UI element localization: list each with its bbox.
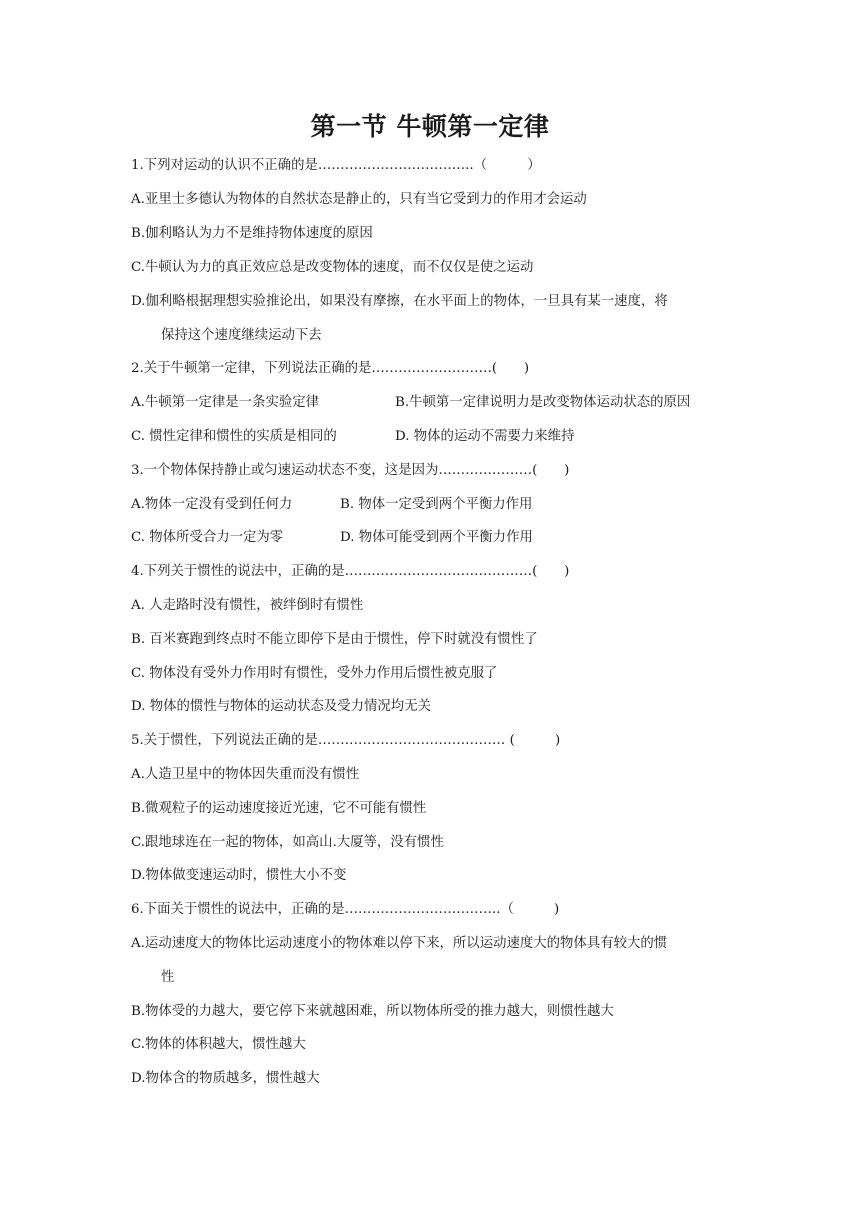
question-2-option-d: D. 物体的运动不需要力来维持 [395, 429, 575, 444]
question-3-stem: 3.一个物体保持静止或匀速运动状态不变，这是因为…………………( ) [131, 463, 570, 478]
question-3-option-c: C. 物体所受合力一定为零 [131, 530, 284, 545]
question-2-option-c: C. 惯性定律和惯性的实质是相同的 [131, 429, 337, 444]
question-3-option-d: D. 物体可能受到两个平衡力作用 [340, 530, 533, 545]
question-2-option-b: B.牛顿第一定律说明力是改变物体运动状态的原因 [395, 395, 691, 410]
question-6-option-c: C.物体的体积越大，惯性越大 [131, 1037, 306, 1052]
question-5-option-d: D.物体做变速运动时，惯性大小不变 [131, 868, 347, 883]
question-5-option-b: B.微观粒子的运动速度接近光速，它不可能有惯性 [131, 801, 427, 816]
question-1-option-d-continued: 保持这个速度继续运动下去 [161, 328, 322, 343]
question-5-stem: 5.关于惯性，下列说法正确的是…………………………………… ( ) [131, 733, 561, 748]
question-6-option-a: A.运动速度大的物体比运动速度小的物体难以停下来，所以运动速度大的物体具有较大的惯 [131, 936, 668, 951]
question-1-option-c: C.牛顿认为力的真正效应总是改变物体的速度，而不仅仅是使之运动 [131, 260, 534, 275]
question-3-option-b: B. 物体一定受到两个平衡力作用 [340, 497, 533, 512]
question-4-stem: 4.下列关于惯性的说法中，正确的是……………………………………( ) [131, 564, 570, 579]
question-6-option-a-continued: 性 [161, 970, 175, 985]
question-1-option-a: A.亚里士多德认为物体的自然状态是静止的，只有当它受到力的作用才会运动 [131, 192, 587, 207]
question-4-option-b: B. 百米赛跑到终点时不能立即停下是由于惯性，停下时就没有惯性了 [131, 632, 538, 647]
page-title: 第一节 牛顿第一定律 [310, 112, 550, 141]
question-5-option-c: C.跟地球连在一起的物体，如高山.大厦等，没有惯性 [131, 835, 444, 850]
question-2-stem: 2.关于牛顿第一定律，下列说法正确的是………………………( ) [131, 361, 530, 376]
question-6-option-b: B.物体受的力越大，要它停下来就越困难，所以物体所受的推力越大，则惯性越大 [131, 1004, 614, 1019]
question-2-option-a: A.牛顿第一定律是一条实验定律 [131, 395, 320, 410]
question-6-stem: 6.下面关于惯性的说法中，正确的是……………………………..（ ) [131, 902, 560, 917]
question-1-stem: 1.下列对运动的认识不正确的是……………………………..（ ） [131, 158, 541, 173]
question-5-option-a: A.人造卫星中的物体因失重而没有惯性 [131, 767, 360, 782]
question-4-option-d: D. 物体的惯性与物体的运动状态及受力情况均无关 [131, 699, 431, 714]
question-6-option-d: D.物体含的物质越多，惯性越大 [131, 1071, 320, 1086]
question-3-option-a: A.物体一定没有受到任何力 [131, 497, 293, 512]
question-4-option-a: A. 人走路时没有惯性，被绊倒时有惯性 [131, 598, 364, 613]
question-4-option-c: C. 物体没有受外力作用时有惯性，受外力作用后惯性被克服了 [131, 666, 498, 681]
question-1-option-b: B.伽利略认为力不是维持物体速度的原因 [131, 226, 373, 241]
question-1-option-d: D.伽利略根据理想实验推论出，如果没有摩擦，在水平面上的物体，一旦具有某一速度，将 [131, 294, 668, 309]
